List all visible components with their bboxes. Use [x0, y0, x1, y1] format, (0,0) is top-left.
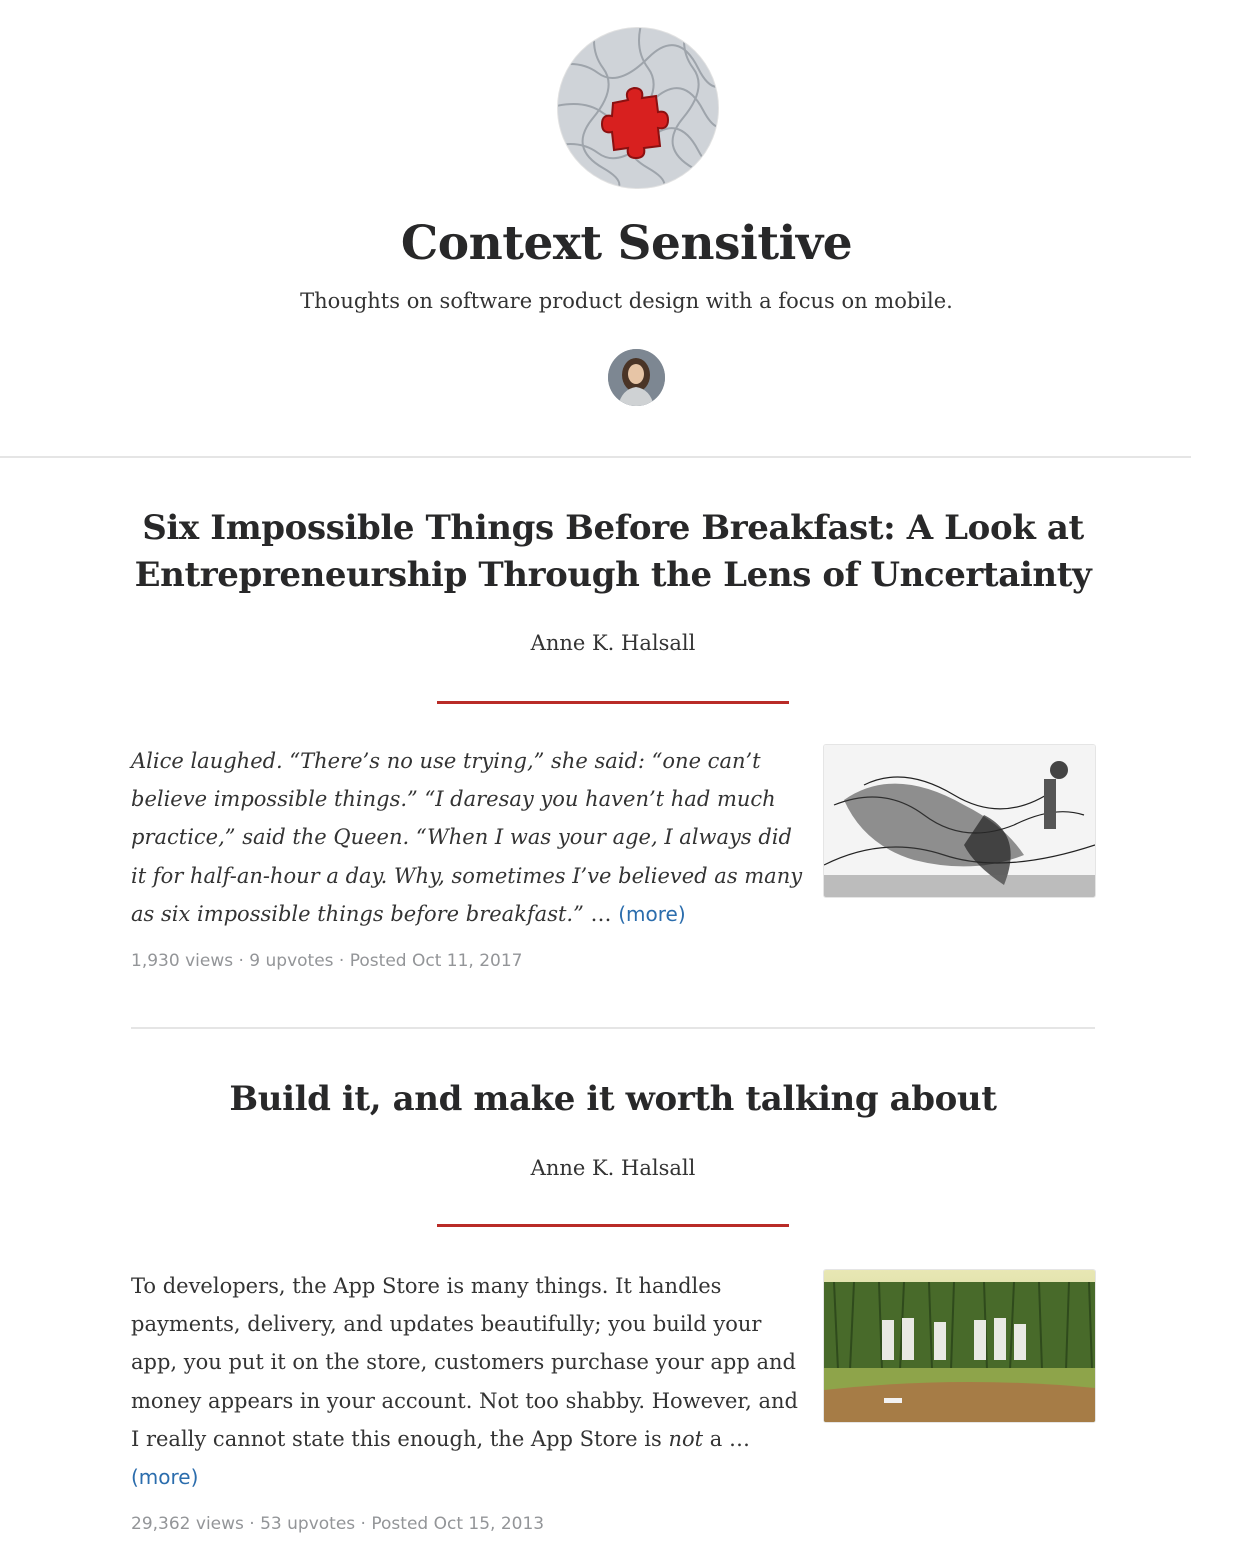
post-date[interactable]: Posted Oct 15, 2013	[371, 1514, 545, 1534]
post-author[interactable]: Anne K. Halsall	[530, 631, 696, 655]
post-excerpt	[131, 1267, 807, 1496]
meta-separator: ·	[243, 1514, 261, 1534]
views-count: 1,930 views	[131, 951, 234, 971]
puzzle-logo-icon[interactable]	[557, 27, 719, 189]
post-author[interactable]: Anne K. Halsall	[530, 1156, 696, 1180]
post-title[interactable]: Six Impossible Things Before Breakfast: A Look at Entrepreneurship Through the Lens of Uncertainty	[134, 508, 1092, 595]
upvotes-count[interactable]: 53 upvotes	[260, 1514, 356, 1534]
post-accent-rule	[437, 1224, 789, 1227]
post-divider	[131, 1027, 1095, 1029]
more-link[interactable]: (more)	[618, 901, 686, 926]
post-meta	[131, 1514, 544, 1534]
excerpt-text: To developers, the App Store is many things. It handles payments, delivery, and updates beautifully; you build your app, you put it on the store, customers purchase your app and money appears in your account. Not too shabby. However, and I really cannot state this enough, the App Store is	[131, 1274, 798, 1451]
excerpt-text-end: a	[703, 1426, 723, 1451]
meta-separator: ·	[355, 1514, 372, 1534]
post-accent-rule	[437, 701, 789, 704]
excerpt-text: Alice laughed. “There’s no use trying,” she said: “one can’t believe impossible things.” “I daresay you haven’t had much practice,” said the Queen. “When I was your age, I always did it for half-an-hour a day. Why, sometimes I’ve believed as many as six impossible things before breakfast.”	[131, 749, 803, 926]
meta-separator: ·	[333, 951, 350, 971]
header-divider	[0, 456, 1191, 458]
meta-separator: ·	[233, 951, 250, 971]
blog-title[interactable]: Context Sensitive	[400, 216, 853, 271]
blog-header	[0, 0, 1253, 460]
post-thumbnail[interactable]	[823, 744, 1096, 898]
excerpt-ellipsis: …	[722, 1426, 750, 1451]
more-link[interactable]: (more)	[131, 1465, 199, 1490]
views-count: 29,362 views	[131, 1514, 244, 1534]
post-meta	[131, 951, 522, 971]
post-excerpt	[131, 742, 807, 933]
excerpt-emphasis: not	[668, 1426, 704, 1451]
post-title[interactable]: Build it, and make it worth talking about	[229, 1079, 997, 1119]
blog-tagline: Thoughts on software product design with a focus on mobile.	[300, 289, 953, 313]
post-thumbnail[interactable]	[823, 1269, 1096, 1423]
author-avatar[interactable]	[608, 349, 665, 406]
post-date[interactable]: Posted Oct 11, 2017	[349, 951, 523, 971]
excerpt-ellipsis: …	[583, 901, 619, 926]
upvotes-count[interactable]: 9 upvotes	[249, 951, 334, 971]
